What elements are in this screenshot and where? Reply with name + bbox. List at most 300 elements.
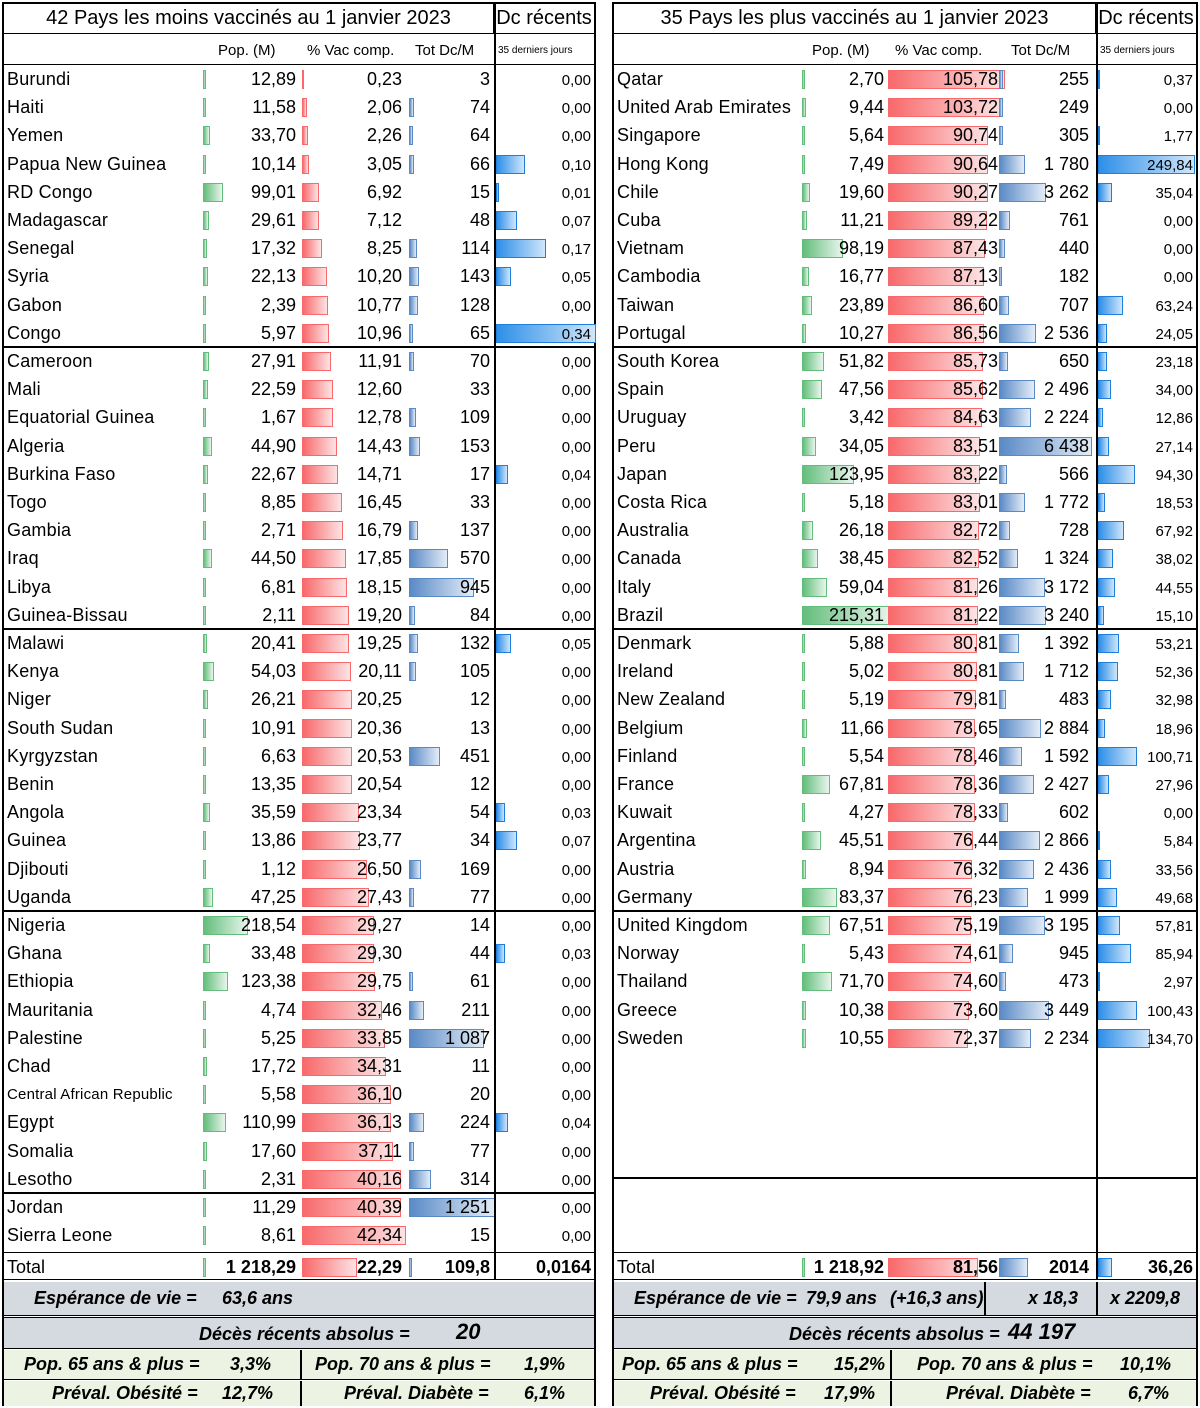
dc-bar (1098, 972, 1100, 991)
table-row (4, 996, 594, 1024)
tot-value: 6 438 (1043, 435, 1089, 456)
pop-bar (203, 972, 228, 991)
tot-bar (409, 408, 416, 427)
country-name: Thailand (617, 971, 688, 992)
tot-bar (999, 239, 1005, 258)
country-name: Austria (617, 858, 675, 879)
table-row (614, 93, 1196, 121)
table-row (614, 516, 1196, 544)
tot-value: 105 (459, 661, 490, 682)
country-name: New Zealand (617, 689, 726, 710)
tot-bar (409, 634, 418, 653)
table-row (4, 262, 594, 290)
table-row (614, 121, 1196, 149)
dc-value: 0,34 (561, 325, 591, 343)
pop-value: 10,38 (838, 999, 884, 1020)
life-expectancy-value: 63,6 ans (222, 1288, 294, 1308)
country-name: Madagascar (7, 210, 109, 230)
pop-value: 123,95 (828, 463, 884, 484)
tot-value: 54 (469, 802, 490, 823)
tot-bar (409, 662, 416, 681)
table-row (614, 883, 1196, 911)
vac-bar (302, 719, 352, 738)
vac-value: 73,60 (952, 999, 998, 1020)
vac-value: 2,06 (366, 97, 402, 118)
vac-value: 14,43 (356, 435, 402, 456)
vac-value: 86,56 (952, 322, 998, 343)
pop65-label: Pop. 65 ans & plus = (622, 1354, 798, 1374)
table-row (4, 601, 594, 629)
dc-value: 1,77 (1163, 128, 1193, 146)
vac-value: 105,78 (942, 69, 998, 89)
tot-value: 143 (459, 266, 490, 287)
table-row (4, 573, 594, 601)
tot-value: 1 592 (1043, 745, 1089, 766)
vac-value: 18,15 (356, 576, 402, 597)
pop-value: 45,51 (838, 830, 884, 851)
pop-value: 5,43 (848, 943, 884, 964)
table-row (4, 714, 594, 742)
pop-value: 9,44 (848, 97, 884, 118)
dc-bar (1098, 634, 1119, 653)
vac-value: 12,78 (356, 407, 402, 428)
vac-bar (302, 126, 308, 145)
pop-value: 2,11 (262, 604, 296, 625)
country-name: Equatorial Guinea (7, 407, 155, 428)
vac-value: 10,20 (356, 266, 402, 287)
total-vac-bar (302, 1258, 357, 1277)
diabetes-label: Préval. Diabète = (946, 1383, 1091, 1403)
country-name: Guinea (7, 830, 67, 851)
pop-bar (203, 126, 210, 145)
dc-value: 33,56 (1155, 861, 1193, 879)
vac-value: 29,30 (356, 943, 402, 964)
tot-value: 3 262 (1043, 181, 1089, 202)
tot-value: 33 (469, 492, 490, 512)
vac-value: 78,33 (952, 802, 998, 823)
pop-value: 67,51 (838, 915, 884, 935)
pop-value: 6,81 (260, 576, 296, 597)
country-name: Denmark (617, 633, 692, 653)
table-row (4, 1108, 594, 1136)
vac-bar (302, 211, 319, 230)
pop-bar (802, 296, 812, 315)
pop-bar (203, 1085, 206, 1104)
pop-value: 13,86 (250, 830, 296, 851)
pop-bar (802, 747, 805, 766)
dc-bar (1098, 296, 1123, 315)
dc-value: 0,00 (561, 100, 591, 118)
obesity-diabetes-row (614, 1381, 1196, 1406)
most-vaccinated-title-bar (614, 4, 1196, 34)
table-row (614, 319, 1196, 347)
table-row (4, 685, 594, 713)
tot-value: 2 884 (1043, 717, 1089, 738)
dc-value: 0,00 (1163, 269, 1193, 287)
tot-value: 650 (1058, 351, 1089, 371)
table-row (4, 432, 594, 460)
table-row (4, 1080, 594, 1108)
tot-bar (409, 521, 418, 540)
vac-value: 83,01 (952, 492, 998, 512)
dc-value: 52,36 (1155, 664, 1193, 682)
dc-value: 0,01 (561, 184, 591, 202)
pop-value: 11,29 (252, 1197, 296, 1217)
tot-value: 15 (469, 181, 490, 202)
vac-value: 72,37 (952, 1027, 998, 1048)
table-row (614, 685, 1196, 713)
vac-value: 10,96 (356, 322, 402, 343)
tot-bar (999, 211, 1010, 230)
pop-bar (802, 634, 805, 653)
vac-value: 23,34 (356, 802, 402, 823)
dc-bar (496, 634, 511, 653)
pop-value: 5,64 (848, 125, 884, 146)
vac-value: 40,16 (356, 1168, 402, 1189)
vac-bar (302, 747, 352, 766)
total-label: Total (7, 1257, 46, 1277)
vac-value: 85,62 (952, 379, 998, 400)
dc-value: 24,05 (1155, 325, 1193, 343)
pop-bar (203, 634, 207, 653)
tot-bar (409, 126, 413, 145)
dc-value: 63,24 (1155, 297, 1193, 315)
table-row (4, 150, 594, 178)
country-name: Costa Rica (617, 492, 708, 512)
pop-value: 5,18 (848, 492, 884, 512)
pop-bar (802, 831, 821, 850)
tot-value: 761 (1058, 210, 1089, 230)
dc-value: 0,00 (561, 410, 591, 428)
country-name: Norway (617, 943, 680, 964)
tot-bar (999, 690, 1006, 709)
pop-value: 5,54 (848, 745, 884, 766)
tot-bar (999, 1001, 1049, 1020)
pop-bar (802, 211, 807, 230)
pop-value: 11,21 (840, 210, 884, 230)
country-name: Iraq (7, 548, 39, 569)
tot-value: 2 536 (1043, 322, 1089, 343)
column-divider (890, 1381, 892, 1406)
pop-value: 59,04 (838, 576, 884, 597)
pop70-label: Pop. 70 ans & plus = (315, 1354, 491, 1374)
table-row (4, 1024, 594, 1052)
most-vaccinated-panel (612, 2, 1198, 1406)
pop-value: 5,88 (848, 633, 884, 653)
pop-value: 8,61 (260, 1225, 296, 1246)
population-age-row (4, 1350, 594, 1380)
recent-deaths-value: 44 197 (1008, 1319, 1076, 1344)
dc-value: 0,00 (561, 664, 591, 682)
tot-bar (999, 831, 1040, 850)
vac-value: 29,27 (356, 915, 402, 935)
dc-value: 0,00 (561, 382, 591, 400)
pop-bar (802, 972, 832, 991)
pop-value: 29,61 (250, 210, 296, 230)
dc-bar (496, 211, 517, 230)
table-row (4, 291, 594, 319)
pop-value: 67,81 (838, 774, 884, 794)
vac-value: 19,25 (356, 633, 402, 653)
vac-value: 90,64 (952, 153, 998, 174)
table-row (614, 65, 1196, 93)
country-name: Ethiopia (7, 971, 74, 992)
pop-value: 27,91 (250, 351, 296, 371)
pop-value: 11,66 (840, 717, 884, 738)
vac-value: 90,27 (952, 181, 998, 202)
dc-bar (1098, 606, 1104, 625)
tot-value: 570 (459, 548, 490, 569)
pop-value: 35,59 (250, 802, 296, 823)
dc-sub-header: 35 derniers jours (498, 45, 573, 56)
least-vaccinated-header-row (4, 35, 594, 65)
pop-value: 23,89 (838, 294, 884, 315)
table-row (4, 1221, 594, 1249)
vac-value: 76,32 (952, 858, 998, 879)
country-name: Vietnam (617, 238, 685, 259)
tot-value: 1 999 (1043, 886, 1089, 907)
vac-value: 81,26 (952, 576, 998, 597)
tot-value: 2 427 (1043, 774, 1089, 794)
country-name: Lesotho (7, 1168, 73, 1189)
tot-bar (999, 70, 1003, 89)
table-row (614, 798, 1196, 826)
table-row (614, 234, 1196, 262)
tot-value: 1 712 (1043, 661, 1089, 682)
tot-value: 109 (459, 407, 490, 428)
tot-value: 11 (471, 1056, 490, 1076)
total-dc-bar (1098, 1258, 1112, 1277)
vac-value: 78,36 (952, 774, 998, 794)
total-label: Total (617, 1257, 656, 1277)
tot-value: 728 (1058, 520, 1089, 541)
table-row (614, 714, 1196, 742)
diabetes-value: 6,7% (1128, 1383, 1170, 1403)
pop-bar (802, 719, 807, 738)
tot-value: 17 (469, 463, 490, 484)
country-name: Jordan (7, 1197, 64, 1217)
dc-value: 27,14 (1155, 438, 1193, 456)
tot-bar (409, 888, 414, 907)
dc-value: 0,00 (561, 1200, 591, 1217)
pop-value: 2,31 (260, 1168, 296, 1189)
country-name: Taiwan (617, 294, 675, 315)
pop-value: 83,37 (838, 886, 884, 907)
column-divider (494, 4, 496, 1258)
country-name: Cambodia (617, 266, 701, 287)
pop-value: 10,27 (838, 322, 884, 343)
country-name: Peru (617, 435, 656, 456)
pop-bar (203, 1029, 206, 1048)
country-name: Libya (7, 576, 52, 597)
column-divider (494, 1253, 496, 1279)
vac-value: 26,50 (356, 858, 402, 879)
tot-value: 602 (1058, 802, 1089, 823)
pop-value: 34,05 (838, 435, 884, 456)
pop-value: 4,74 (260, 999, 296, 1020)
pop-bar (203, 1001, 206, 1020)
obesity-label: Préval. Obésité = (52, 1383, 198, 1403)
vac-value: 40,39 (356, 1197, 402, 1217)
dc-value: 57,81 (1155, 918, 1193, 935)
pop-value: 5,58 (260, 1084, 296, 1105)
tot-value: 33 (469, 379, 490, 400)
tot-bar (409, 1170, 431, 1189)
tot-bar (999, 972, 1006, 991)
vac-bar (302, 662, 351, 681)
country-name: France (617, 774, 675, 794)
dc-bar (1098, 916, 1120, 935)
life-expectancy-row (614, 1282, 1196, 1316)
dc-value: 53,21 (1155, 636, 1193, 653)
dc-value: 0,00 (561, 777, 591, 794)
table-row (614, 432, 1196, 460)
tot-value: 473 (1058, 971, 1089, 992)
table-row (614, 262, 1196, 290)
tot-bar (409, 324, 413, 343)
vac-value: 7,12 (366, 210, 402, 230)
country-name: Cameroon (7, 351, 93, 371)
dc-value: 18,53 (1155, 495, 1193, 512)
vac-bar (302, 803, 359, 822)
pop-value: 71,70 (838, 971, 884, 992)
pop-bar (203, 860, 206, 879)
pop-value: 10,91 (250, 717, 296, 738)
dc-value: 0,17 (561, 241, 591, 259)
pop-value: 26,21 (250, 689, 296, 710)
dc-value: 0,00 (561, 1002, 591, 1020)
vac-value: 86,60 (952, 294, 998, 315)
recent-deaths-row (4, 1317, 594, 1349)
vac-value: 103,72 (942, 97, 998, 118)
life-expectancy-extra: (+16,3 ans) (890, 1288, 984, 1308)
pop-bar (203, 239, 207, 258)
country-name: Gambia (7, 520, 72, 541)
country-name: Portugal (617, 322, 686, 343)
vac-value: 81,22 (952, 604, 998, 625)
pop-bar (802, 944, 805, 963)
tot-value: 20 (469, 1084, 490, 1105)
tot-value: 1 392 (1043, 633, 1089, 653)
country-name: Togo (7, 492, 47, 512)
tot-header: Tot Dc/M (415, 42, 475, 59)
pop-value: 11,58 (252, 97, 296, 118)
dc-value: 0,04 (561, 1115, 591, 1133)
table-row (4, 629, 594, 657)
table-row (614, 403, 1196, 431)
tot-value: 451 (459, 745, 490, 766)
tot-value: 137 (459, 520, 490, 541)
dc-value: 134,70 (1147, 1030, 1193, 1048)
pop-bar (802, 437, 816, 456)
pop65-label: Pop. 65 ans & plus = (24, 1354, 200, 1374)
country-name: Uganda (7, 886, 72, 907)
dc-value: 0,03 (561, 946, 591, 964)
country-name: United Kingdom (617, 915, 748, 935)
dc-value: 0,00 (561, 1087, 591, 1105)
country-name: Yemen (7, 125, 64, 146)
tot-value: 211 (461, 999, 490, 1020)
table-row (4, 93, 594, 121)
tot-value: 3 195 (1043, 915, 1089, 935)
vac-value: 16,79 (356, 520, 402, 541)
pop-bar (802, 239, 843, 258)
pop70-value: 10,1% (1120, 1354, 1172, 1374)
dc-value: 0,00 (561, 861, 591, 879)
pop-header: Pop. (M) (812, 42, 870, 59)
dc-value: 0,00 (561, 1030, 591, 1048)
country-name: Niger (7, 689, 52, 710)
tot-value: 65 (469, 322, 490, 343)
pop-value: 8,85 (260, 492, 296, 512)
vac-value: 20,54 (356, 774, 402, 794)
vac-value: 36,10 (356, 1084, 402, 1105)
pop-bar (802, 916, 830, 935)
tot-header: Tot Dc/M (1011, 42, 1071, 59)
tot-bar (999, 493, 1025, 512)
vac-value: 12,60 (356, 379, 402, 400)
vac-value: 20,11 (358, 661, 402, 682)
vac-value: 74,60 (952, 971, 998, 992)
country-name: Benin (7, 774, 55, 794)
vac-value: 34,31 (356, 1056, 402, 1076)
tot-bar (409, 437, 420, 456)
recent-deaths-value: 20 (456, 1319, 481, 1344)
table-row (614, 601, 1196, 629)
vac-value: 89,22 (952, 210, 998, 230)
vac-value: 27,43 (356, 886, 402, 907)
tot-value: 114 (461, 238, 490, 259)
dc-bar (496, 239, 546, 258)
pop-bar (203, 380, 208, 399)
pop-value: 44,90 (250, 435, 296, 456)
dc-bar (1098, 380, 1111, 399)
pop-bar (802, 324, 806, 343)
vac-bar (302, 155, 309, 174)
table-row (4, 798, 594, 826)
vac-value: 20,53 (356, 745, 402, 766)
pop-bar (203, 155, 206, 174)
tot-value: 2 224 (1043, 407, 1089, 428)
pop-bar (203, 70, 206, 89)
tot-value: 64 (469, 125, 490, 146)
pop-bar (802, 183, 810, 202)
pop-value: 3,42 (848, 407, 884, 428)
vac-bar (302, 465, 338, 484)
tot-value: 12 (469, 689, 490, 710)
tot-bar (409, 1142, 414, 1161)
table-row (614, 1024, 1196, 1052)
pop-bar (203, 888, 213, 907)
dc-bar (1098, 408, 1103, 427)
total-pop-bar (203, 1258, 206, 1277)
tot-bar (409, 549, 448, 568)
pop-value: 218,54 (240, 915, 296, 935)
vac-value: 32,46 (356, 999, 402, 1020)
tot-value: 66 (469, 153, 490, 174)
dc-value: 0,00 (1163, 213, 1193, 230)
pop-bar (203, 465, 208, 484)
dc-value: 0,00 (561, 438, 591, 456)
pop-bar (203, 493, 206, 512)
column-divider (1096, 1253, 1098, 1279)
country-name: Djibouti (7, 858, 69, 879)
pop-value: 2,71 (260, 520, 296, 541)
pop-bar (203, 183, 223, 202)
tot-value: 2 866 (1043, 830, 1089, 851)
vac-header: % Vac comp. (307, 42, 395, 59)
dc-value: 0,00 (561, 551, 591, 569)
